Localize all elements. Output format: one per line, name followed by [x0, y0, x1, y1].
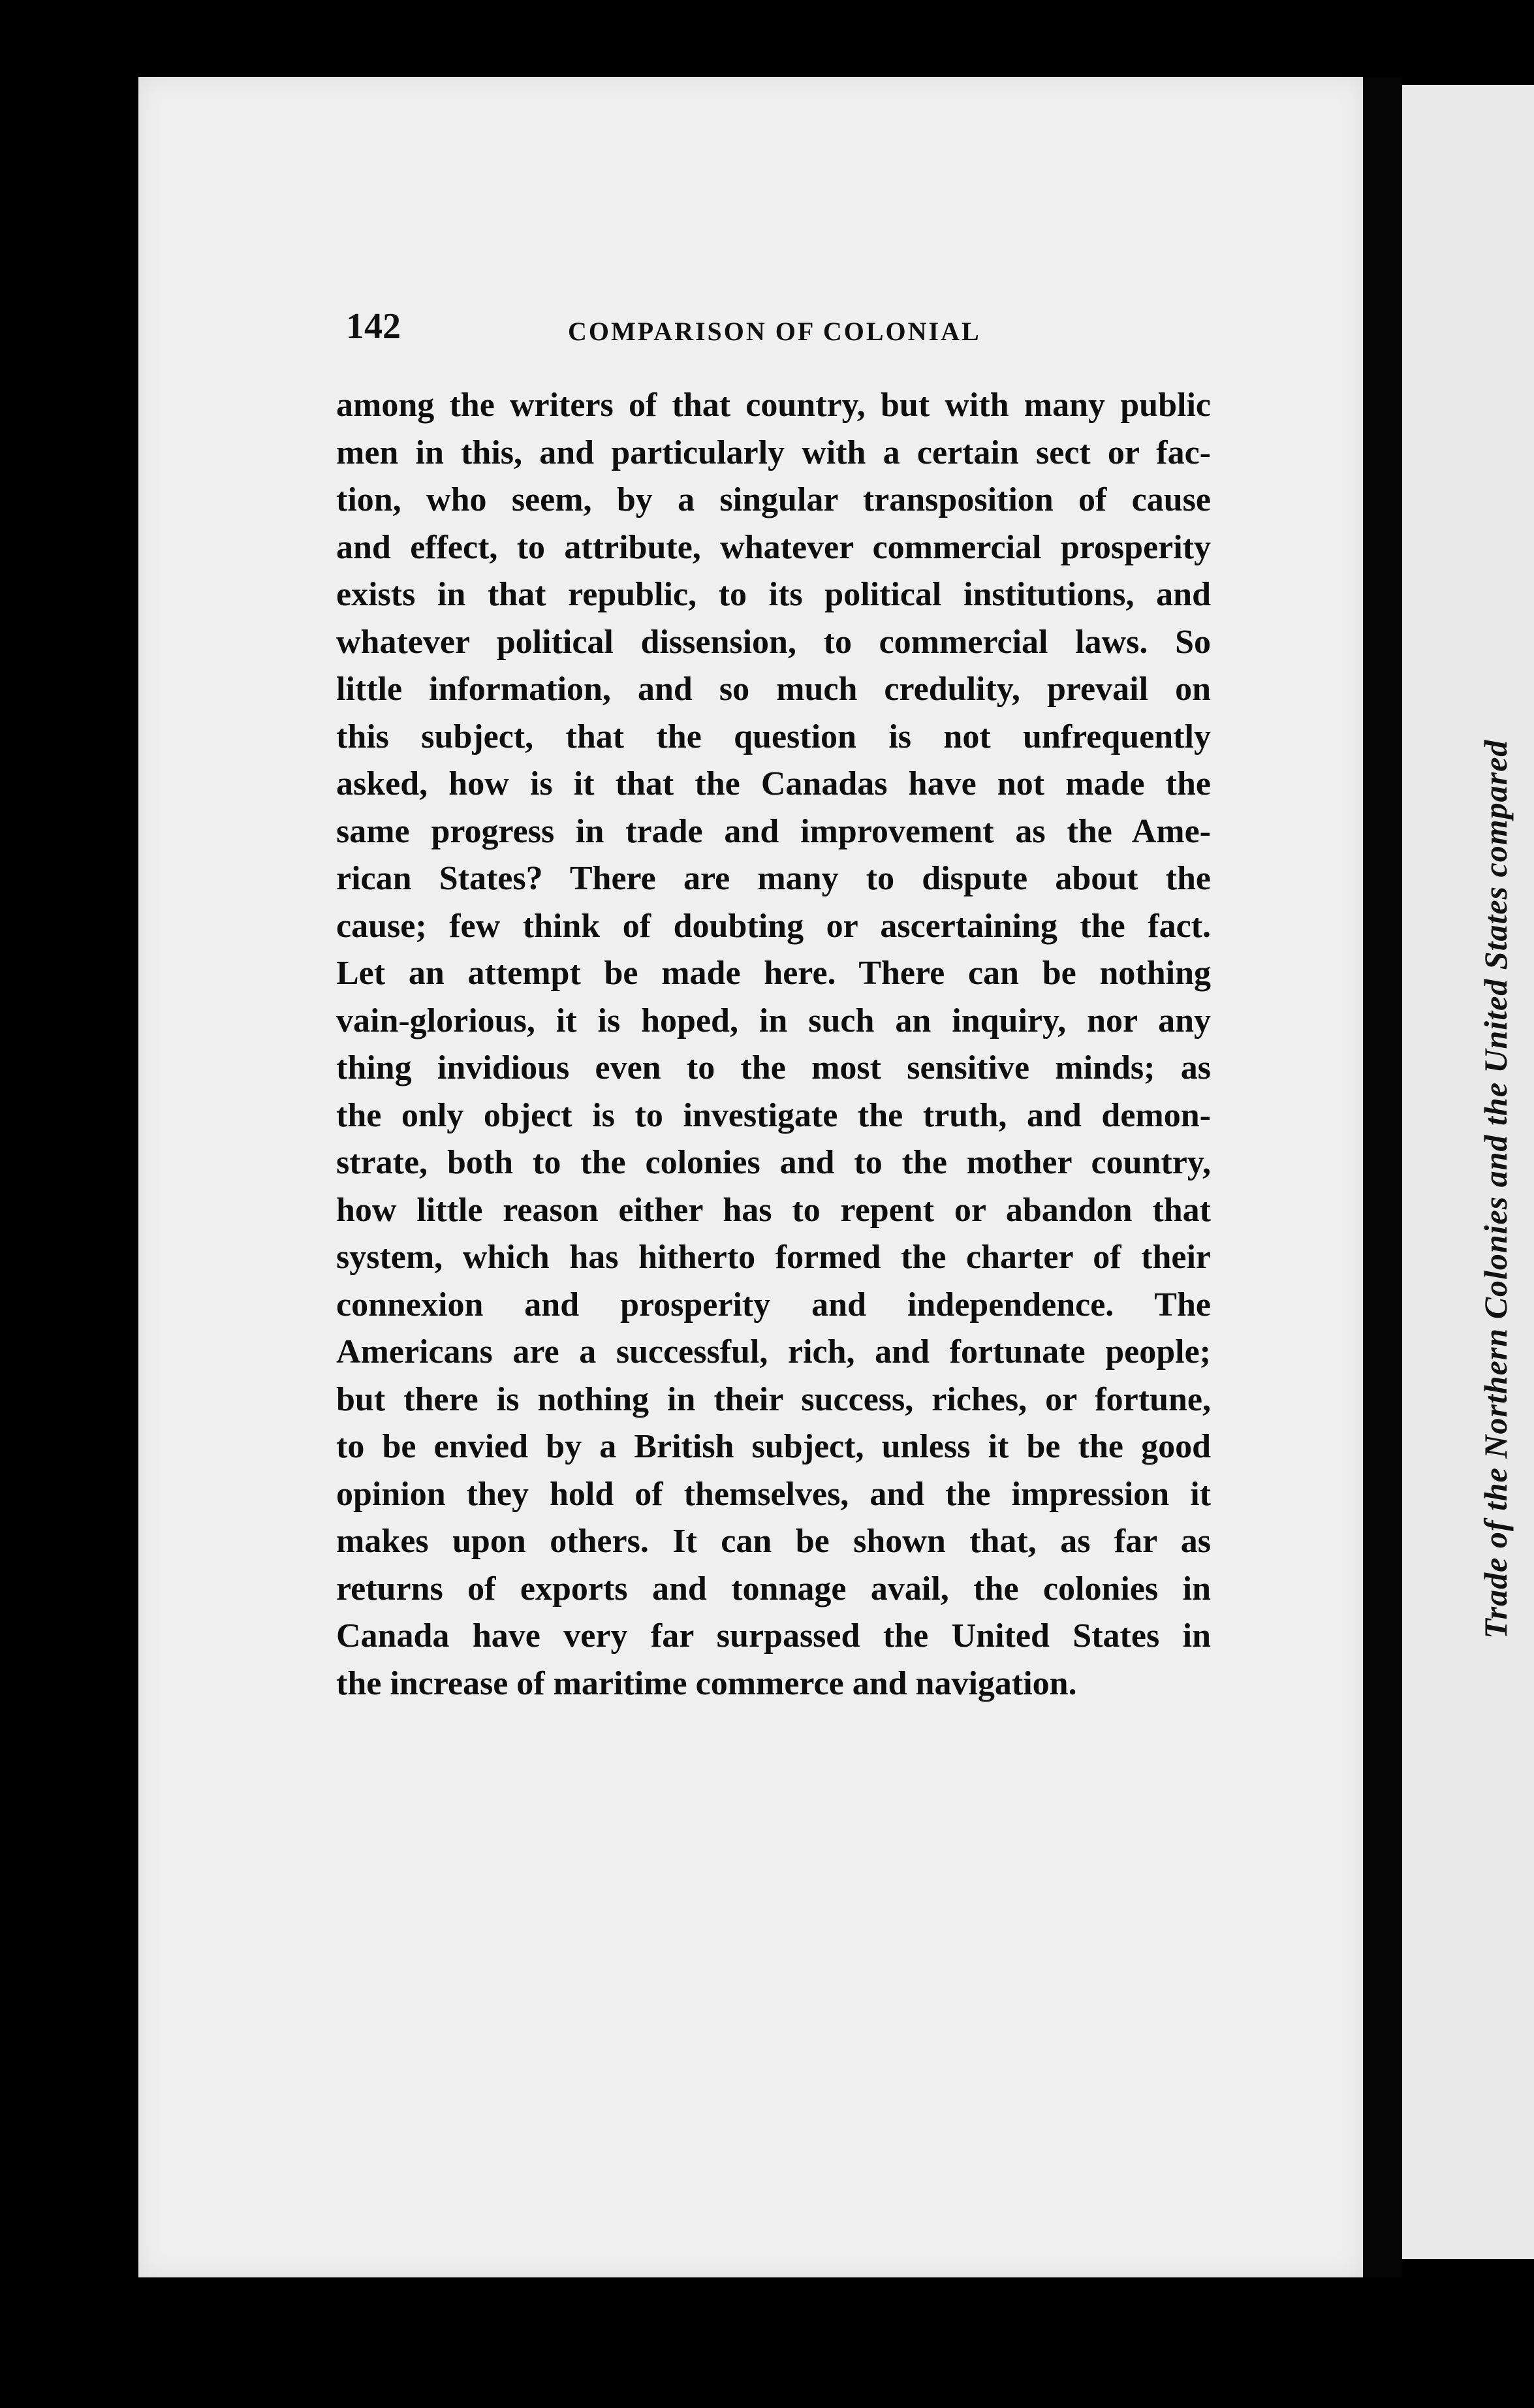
text-line: little information, and so much credulity, prevail on — [336, 671, 1211, 708]
text-line: exists in that republic, to its political institutions, and — [336, 576, 1211, 613]
text-line: returns of exports and tonnage avail, the colonies in — [336, 1570, 1211, 1608]
text-line: asked, how is it that the Canadas have not made the — [336, 765, 1211, 802]
text-line: same progress in trade and improvement as the Ame- — [336, 812, 1211, 850]
text-line: cause; few think of doubting or ascertaining the fact. — [336, 907, 1211, 945]
text-line: Let an attempt be made here. There can be nothing — [336, 955, 1211, 992]
text-line: system, which has hitherto formed the charter of their — [336, 1239, 1211, 1276]
book-gutter — [1363, 77, 1402, 2277]
body-text — [336, 382, 1211, 1707]
text-line: connexion and prosperity and independence. The — [336, 1286, 1211, 1323]
text-line: this subject, that the question is not unfrequently — [336, 718, 1211, 755]
text-line: men in this, and particularly with a certain sect or fac- — [336, 434, 1211, 471]
text-line: whatever political dissension, to commercial laws. So — [336, 623, 1211, 661]
text-line: and effect, to attribute, whatever commercial prosperity — [336, 528, 1211, 566]
text-line: but there is nothing in their success, riches, or fortune, — [336, 1380, 1211, 1418]
text-line: vain-glorious, it is hoped, in such an inquiry, nor any — [336, 1002, 1211, 1039]
text-line: Canada have very far surpassed the United States in — [336, 1617, 1211, 1655]
running-head — [346, 306, 1260, 351]
text-line: how little reason either has to repent or abandon that — [336, 1191, 1211, 1229]
text-line: thing invidious even to the most sensitive minds; as — [336, 1049, 1211, 1086]
text-line: strate, both to the colonies and to the mother country, — [336, 1144, 1211, 1181]
page-number: 142 — [346, 306, 401, 347]
text-line: rican States? There are many to dispute about the — [336, 860, 1211, 897]
text-line: Americans are a successful, rich, and fortunate people; — [336, 1333, 1211, 1370]
text-line: to be envied by a British subject, unless it be the good — [336, 1428, 1211, 1465]
text-line: opinion they hold of themselves, and the impression it — [336, 1475, 1211, 1513]
facing-page-rotated-title: Trade of the Northern Colonies and the United States compared — [1477, 739, 1514, 1639]
text-line: tion, who seem, by a singular transposition of cause — [336, 481, 1211, 518]
running-head-title: COMPARISON OF COLONIAL — [568, 317, 981, 346]
text-line: among the writers of that country, but with many public — [336, 387, 1211, 424]
text-line: the increase of maritime commerce and navigation. — [336, 1664, 1077, 1702]
text-line: makes upon others. It can be shown that, as far as — [336, 1523, 1211, 1560]
text-line: the only object is to investigate the truth, and demon- — [336, 1096, 1211, 1134]
